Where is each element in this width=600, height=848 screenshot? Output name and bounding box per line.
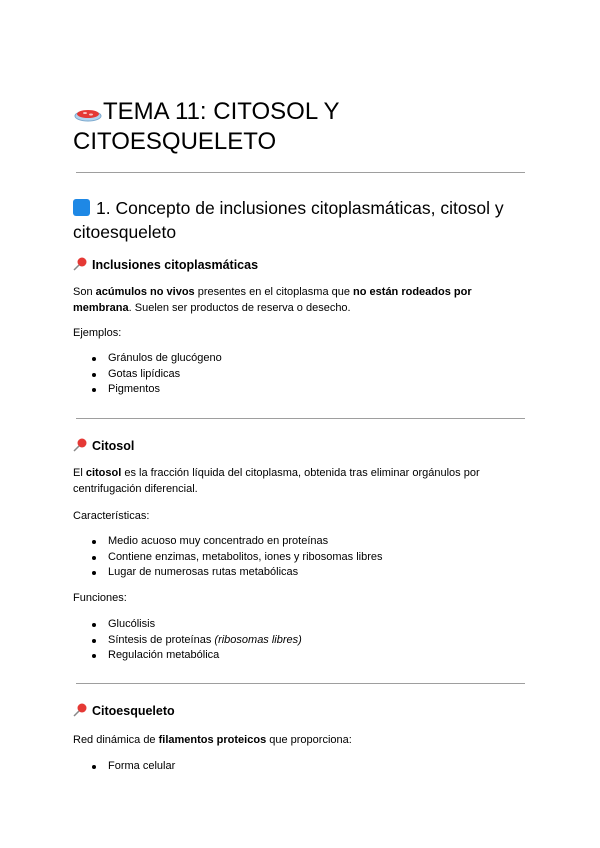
list-item: Forma celular — [73, 759, 175, 775]
funciones-label: Funciones: — [73, 592, 127, 604]
caracteristicas-label: Características: — [73, 510, 150, 522]
divider — [76, 172, 525, 173]
section-heading: 1. Concepto de inclusiones citoplasmáticas, citosol y citoesqueleto — [73, 198, 504, 242]
pushpin-icon — [73, 438, 89, 452]
subsection-heading-citosol: Citosol — [73, 438, 134, 454]
blue-square-icon — [73, 199, 90, 216]
list-item: Gránulos de glucógeno — [73, 351, 222, 367]
pushpin-icon — [73, 257, 89, 271]
ejemplos-label: Ejemplos: — [73, 327, 122, 339]
list-item: Lugar de numerosas rutas metabólicas — [73, 565, 383, 581]
page-title: TEMA 11: CITOSOL Y CITOESQUELETO — [73, 98, 340, 155]
citoesqueleto-definition: Red dinámica de filamentos proteicos que proporciona: — [73, 734, 352, 746]
citosol-definition: El citosol es la fracción líquida del citoplasma, obtenida tras eliminar orgánulos por centrifugación diferencial. — [73, 467, 480, 495]
subsection-heading-inclusiones: Inclusiones citoplasmáticas — [73, 257, 258, 273]
list-item: Glucólisis — [73, 617, 302, 633]
funciones-list — [73, 617, 302, 664]
list-item: Pigmentos — [73, 382, 222, 398]
ejemplos-list — [73, 351, 222, 398]
divider — [76, 683, 525, 684]
list-item: Gotas lipídicas — [73, 367, 222, 383]
divider — [76, 418, 525, 419]
petri-dish-icon — [73, 101, 103, 121]
pushpin-icon — [73, 703, 89, 717]
list-item: Medio acuoso muy concentrado en proteínas — [73, 534, 383, 550]
subsection-heading-citoesqueleto: Citoesqueleto — [73, 703, 175, 719]
caracteristicas-list — [73, 534, 383, 581]
list-item: Regulación metabólica — [73, 648, 302, 664]
citoesqueleto-list — [73, 759, 175, 775]
inclusiones-definition: Son acúmulos no vivos presentes en el citoplasma que no están rodeados por membrana. Suelen ser productos de reserva o desecho. — [73, 286, 472, 314]
list-item: Contiene enzimas, metabolitos, iones y ribosomas libres — [73, 550, 383, 566]
list-item: Síntesis de proteínas (ribosomas libres) — [73, 633, 302, 649]
